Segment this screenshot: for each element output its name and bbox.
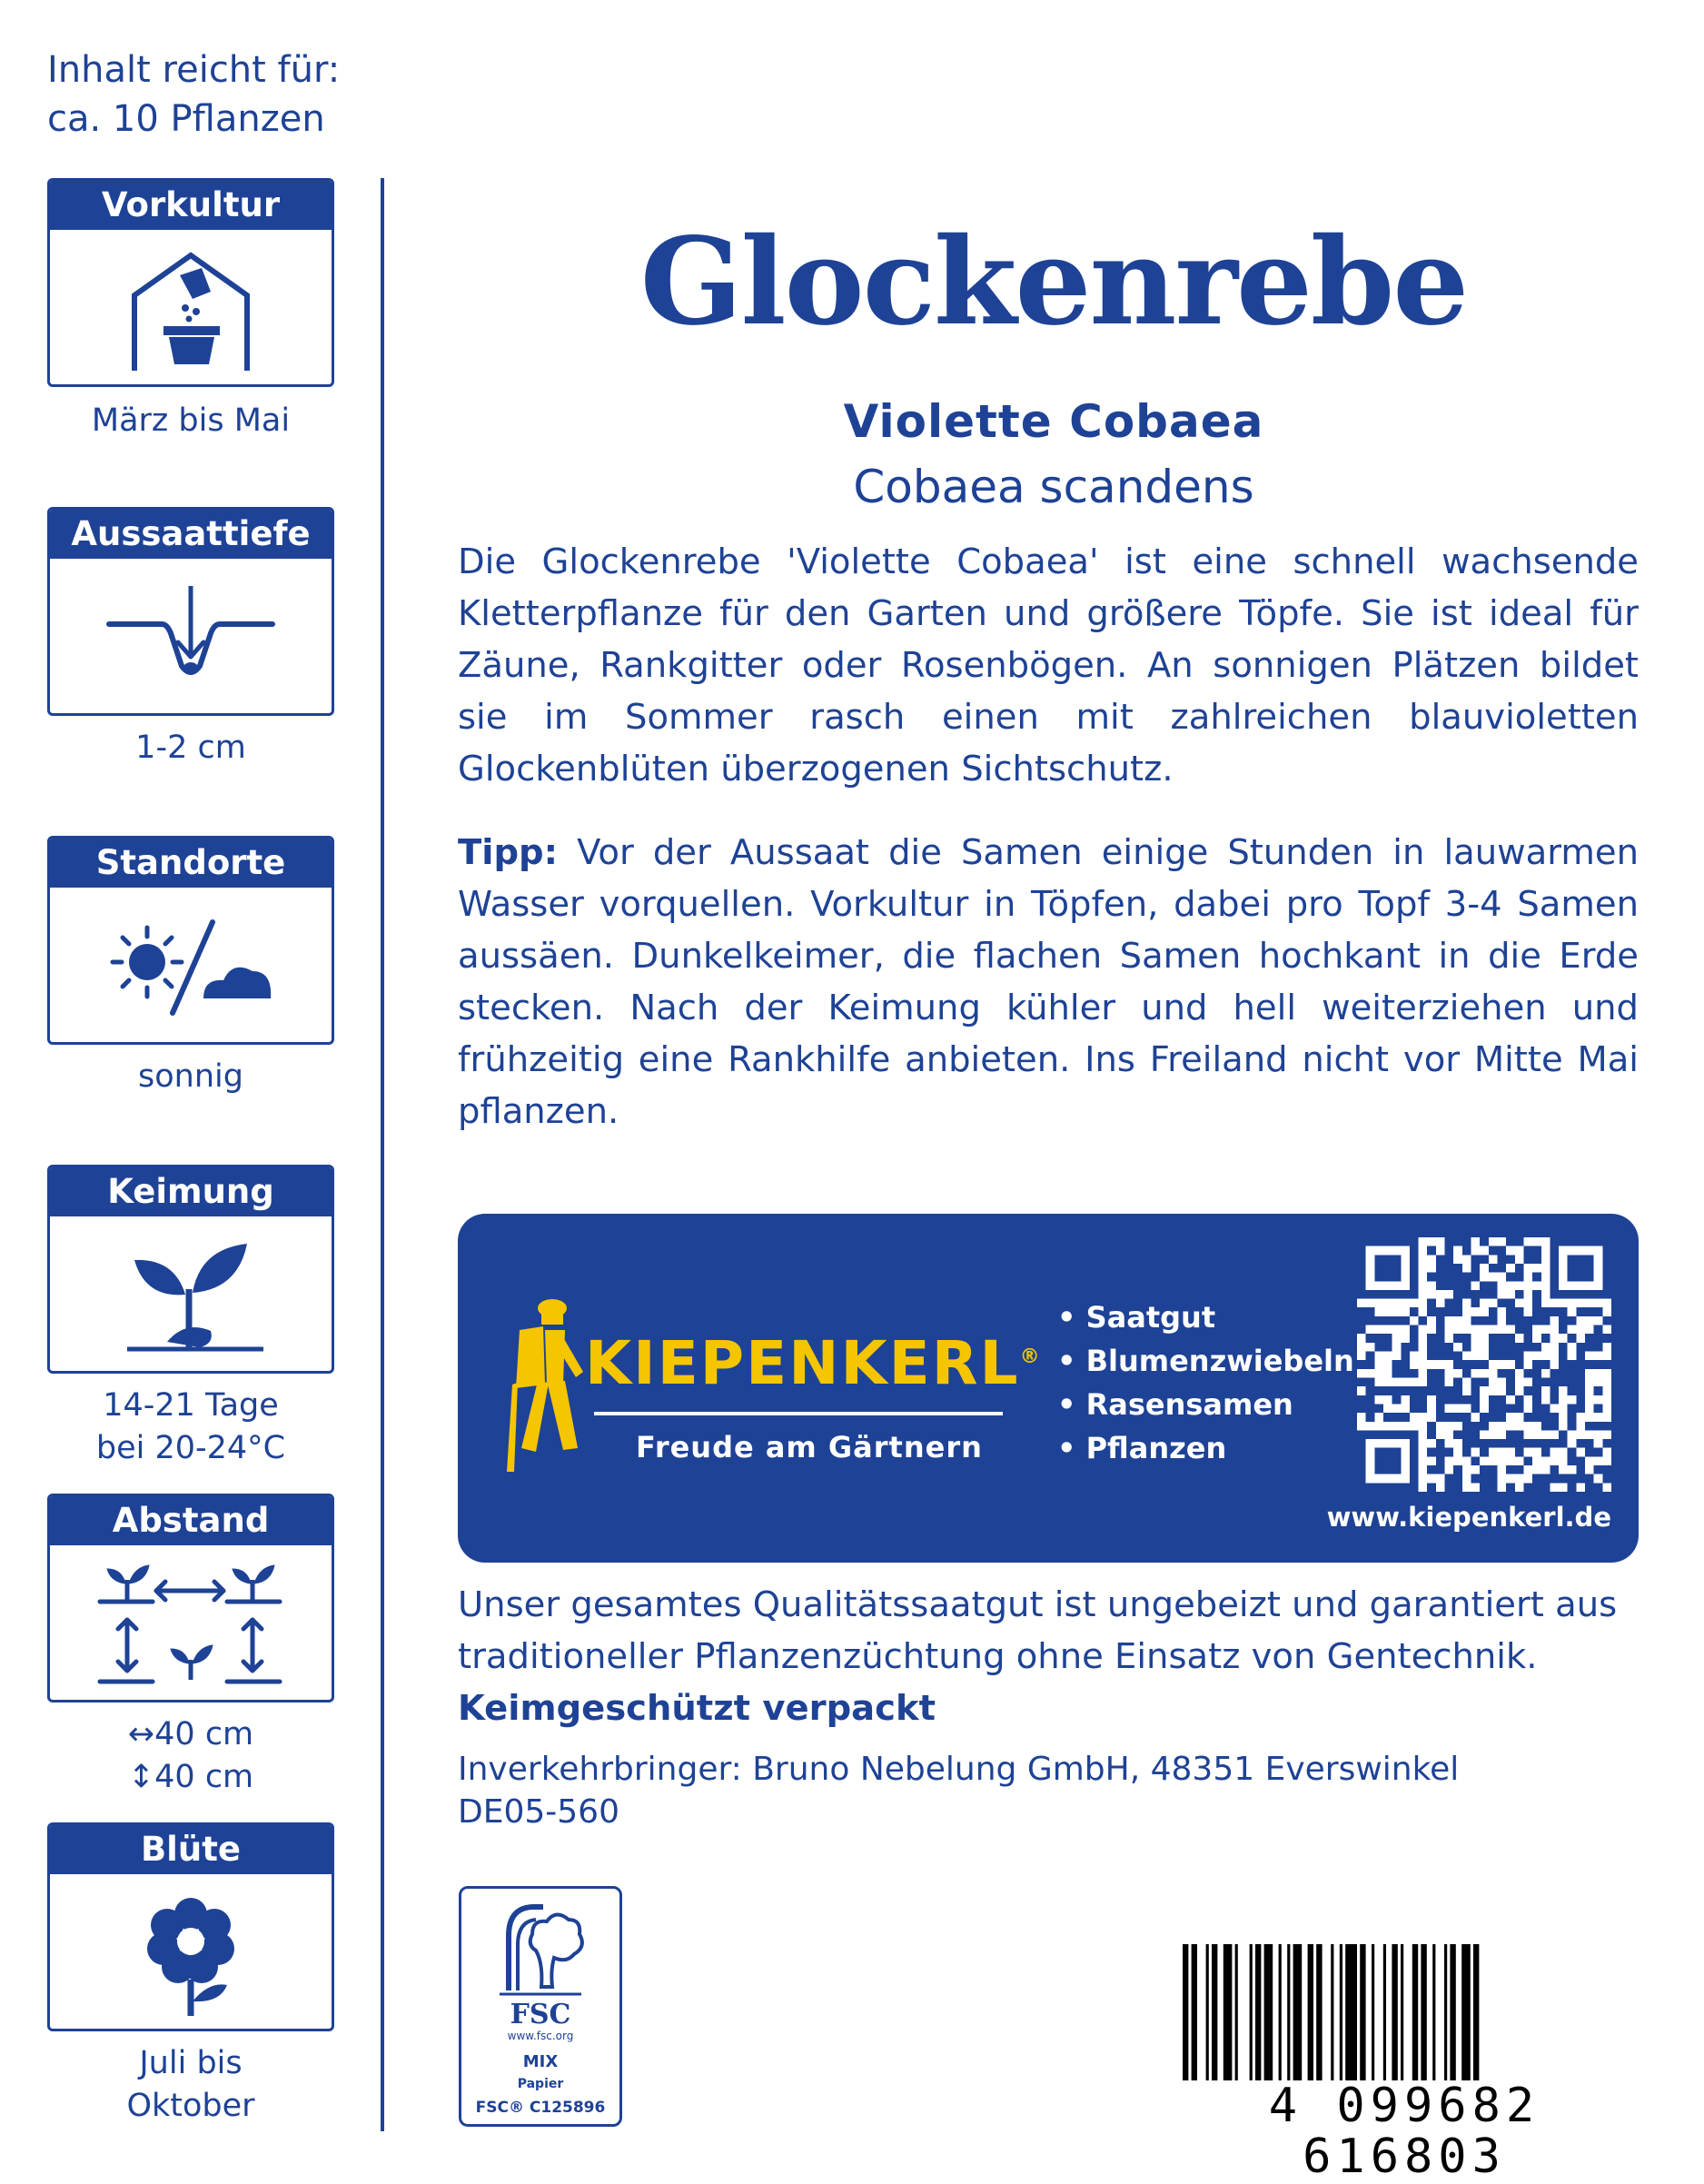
card-abstand (47, 1494, 334, 1703)
description-text: Die Glockenrebe 'Violette Cobaea' ist eine schnell wachsende Kletterpflanze für den Garten und größere Töpfe. Sie ist ideal für Zäune, Rankgitter oder Rosenbögen. An sonnigen Plätzen bildet sie im Sommer rasch einen mit zahlreichen blauvioletten Glockenblüten überzogenen Sichtschutz. (458, 541, 1639, 789)
card-keimung (47, 1165, 334, 1374)
caption-line: Oktober (126, 2088, 255, 2124)
fsc-tree-icon (490, 1900, 590, 2000)
column-divider (381, 178, 384, 2131)
control-code: DE05-560 (458, 1793, 619, 1831)
sowing-depth-icon (91, 568, 291, 704)
card-title: Keimung (50, 1167, 332, 1216)
caption-vorkultur (47, 400, 334, 442)
fsc-code: FSC® C125896 (475, 2099, 606, 2117)
caption-line: ↔40 cm (127, 1716, 254, 1752)
sun-partial-shade-icon (91, 897, 291, 1033)
content-amount-label: Inhalt reicht für: (47, 49, 341, 91)
caption-standorte (47, 1056, 334, 1098)
caption-line: März bis Mai (91, 402, 291, 439)
card-aussaattiefe (47, 507, 334, 716)
seedling-icon (91, 1226, 291, 1362)
caption-line: 1-2 cm (135, 730, 246, 766)
fsc-url: www.fsc.org (507, 2030, 574, 2042)
product-item: • Rasensamen (1057, 1383, 1354, 1426)
caption-bluete (47, 2042, 334, 2128)
greenhouse-sowing-icon (91, 239, 291, 375)
product-item: • Saatgut (1057, 1296, 1354, 1339)
product-item: • Pflanzen (1057, 1426, 1354, 1470)
distributor-line: Inverkehrbringer: Bruno Nebelung GmbH, 48351 Everswinkel (458, 1751, 1460, 1788)
flower-icon (91, 1883, 291, 2020)
product-list (1057, 1296, 1354, 1470)
hiker-logo-icon (500, 1294, 590, 1484)
quality-note: Unser gesamtes Qualitätssaatgut ist ungebeizt und garantiert aus traditioneller Pflanzenzüchtung ohne Einsatz von Gentechnik. (458, 1584, 1618, 1677)
caption-abstand (47, 1713, 334, 1799)
fsc-logo-text: FSC (510, 1999, 571, 2030)
brand-slogan: Freude am Gärtnern (636, 1430, 983, 1464)
caption-line: Juli bis (139, 2045, 243, 2081)
registered-mark: ® (1019, 1345, 1042, 1368)
tip-label: Tipp: (458, 832, 558, 873)
brand-banner (458, 1214, 1639, 1563)
qr-code-icon[interactable] (1357, 1237, 1611, 1492)
card-title: Abstand (50, 1496, 332, 1545)
tip-text: Vor der Aussaat die Samen einige Stunden in lauwarmen Wasser vorquellen. Vorkultur in Töpfen, dabei pro Topf 3-4 Samen aussäen. Dunkelkeimer, die flachen Samen hochkant in die Erde stecken. Nach der Keimung kühler und hell weiterziehen und frühzeitig eine Rankhilfe anbieten. Ins Freiland nicht vor Mitte Mai pflanzen. (458, 832, 1639, 1132)
card-vorkultur (47, 178, 334, 387)
card-title: Standorte (50, 839, 332, 888)
tip-paragraph (458, 827, 1639, 1137)
card-bluete (47, 1822, 334, 2031)
caption-line: 14-21 Tage (103, 1387, 279, 1424)
caption-keimung (47, 1385, 334, 1470)
content-amount (47, 45, 340, 144)
plant-spacing-icon (91, 1554, 291, 1691)
card-standorte (47, 836, 334, 1045)
brand-name (585, 1321, 1042, 1400)
distributor-info (458, 1748, 1459, 1833)
fsc-material: Papier (517, 2077, 564, 2091)
brand-name-text: KIEPENKERL (585, 1328, 1020, 1398)
card-title: Blüte (50, 1825, 332, 1874)
content-amount-value: ca. 10 Pflanzen (47, 98, 325, 140)
website-link[interactable]: www.kiepenkerl.de (1326, 1502, 1611, 1533)
card-title: Aussaattiefe (50, 510, 332, 559)
latin-name: Cobaea scandens (853, 461, 1254, 513)
caption-line: bei 20-24°C (95, 1430, 286, 1466)
caption-line: ↕40 cm (127, 1759, 254, 1795)
caption-aussaattiefe (47, 727, 334, 769)
product-title: Glockenrebe (639, 212, 1468, 352)
barcode-digits: 4 099682 616803 (1179, 2080, 1630, 2182)
product-item: • Blumenzwiebeln (1057, 1339, 1354, 1383)
fsc-label (459, 1886, 622, 2127)
protection-note: Keimgeschützt verpackt (458, 1688, 936, 1729)
fsc-mix: MIX (522, 2052, 559, 2071)
caption-line: sonnig (138, 1058, 243, 1095)
brand-underline (594, 1412, 1003, 1415)
variety-name: Violette Cobaea (843, 395, 1264, 448)
card-title: Vorkultur (50, 181, 332, 230)
